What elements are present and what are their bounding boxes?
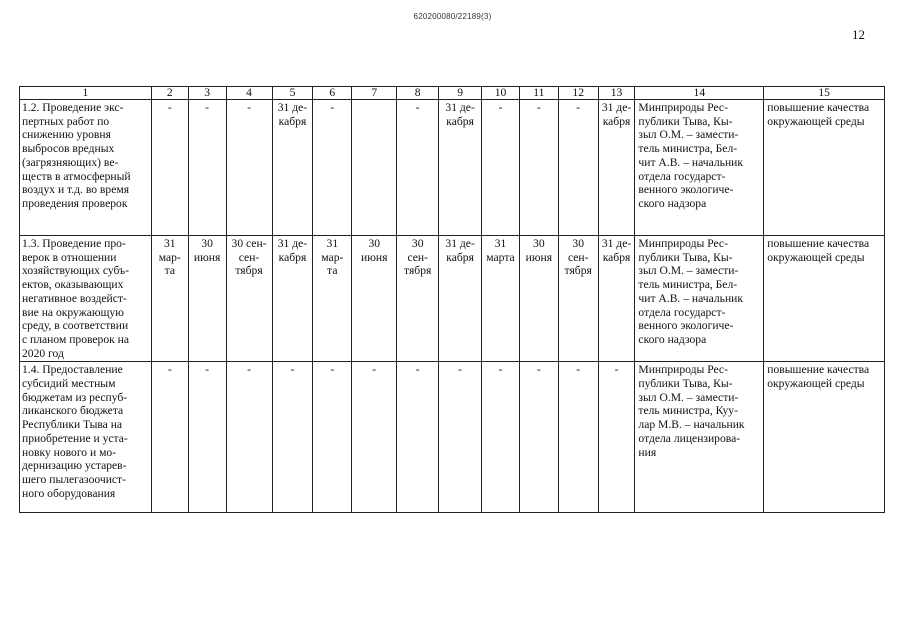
- plan-table: [19, 86, 885, 513]
- deadline-cell: 31 марта: [482, 236, 520, 362]
- responsible-cell: Минприроды Рес- публики Тыва, Кы- зыл О.М. – замести- тель министра, Бел- чит А.В. – начальник отдела государст- венного экологиче- ского надзора: [635, 100, 764, 236]
- deadline-cell: -: [226, 100, 272, 236]
- table-row: [20, 362, 885, 513]
- result-cell: повышение качества окружающей среды: [764, 236, 885, 362]
- deadline-cell: -: [397, 362, 439, 513]
- column-header: 8: [397, 87, 439, 100]
- deadline-cell: -: [519, 362, 558, 513]
- deadline-cell: 30 сен- тября: [397, 236, 439, 362]
- deadline-cell: 31 мар- та: [313, 236, 352, 362]
- deadline-cell: -: [151, 362, 188, 513]
- deadline-cell: -: [482, 362, 520, 513]
- responsible-cell: Минприроды Рес- публики Тыва, Кы- зыл О.М. – замести- тель министра, Бел- чит А.В. – начальник отдела государст- венного экологиче- ского надзора: [635, 236, 764, 362]
- result-cell: повышение качества окружающей среды: [764, 100, 885, 236]
- measure-name: 1.3. Проведение про- верок в отношении хозяйствующих субъ- ектов, оказывающих негативное воздейст- вие на окружающую среду, в соответствии с планом проверок на 2020 год: [20, 236, 152, 362]
- column-header: 10: [482, 87, 520, 100]
- deadline-cell: 31 де- кабря: [272, 236, 313, 362]
- deadline-cell: -: [439, 362, 482, 513]
- deadline-cell: -: [188, 362, 226, 513]
- deadline-cell: 31 де- кабря: [439, 236, 482, 362]
- measure-name: 1.4. Предоставление субсидий местным бюджетам из респуб- ликанского бюджета Республики Тыва на приобретение и уста- новку нового и мо- дернизацию устарев- шего пылегазоочист- ного оборудования: [20, 362, 152, 513]
- column-header: 3: [188, 87, 226, 100]
- deadline-cell: 31 де- кабря: [439, 100, 482, 236]
- deadline-cell: 31 де- кабря: [598, 236, 635, 362]
- deadline-cell: 30 сен- сен- тября: [226, 236, 272, 362]
- deadline-cell: -: [598, 362, 635, 513]
- deadline-cell: 30 июня: [188, 236, 226, 362]
- deadline-cell: -: [151, 100, 188, 236]
- deadline-cell: -: [226, 362, 272, 513]
- deadline-cell: -: [482, 100, 520, 236]
- column-header: 13: [598, 87, 635, 100]
- column-header: 12: [558, 87, 598, 100]
- column-header: 6: [313, 87, 352, 100]
- table-row: [20, 100, 885, 236]
- deadline-cell: 31 де- кабря: [598, 100, 635, 236]
- deadline-cell: 31 мар- та: [151, 236, 188, 362]
- deadline-cell: -: [558, 362, 598, 513]
- table-header-row: [20, 87, 885, 100]
- responsible-cell: Минприроды Рес- публики Тыва, Кы- зыл О.М. – замести- тель министра, Куу- лар М.В. – начальник отдела лицензирова- ния: [635, 362, 764, 513]
- deadline-cell: -: [397, 100, 439, 236]
- column-header: 4: [226, 87, 272, 100]
- deadline-cell: -: [188, 100, 226, 236]
- deadline-cell: 30 сен- тября: [558, 236, 598, 362]
- column-header: 5: [272, 87, 313, 100]
- deadline-cell: 30 июня: [352, 236, 397, 362]
- column-header: 14: [635, 87, 764, 100]
- measure-name: 1.2. Проведение экс- пертных работ по снижению уровня выбросов вредных (загрязняющих) ве- ществ в атмосферный воздух и т.д. во время проведения проверок: [20, 100, 152, 236]
- table-row: [20, 236, 885, 362]
- page-number: 12: [852, 27, 865, 42]
- deadline-cell: -: [352, 362, 397, 513]
- document-id: 620200080/22189(3): [413, 12, 492, 21]
- deadline-cell: 31 де- кабря: [272, 100, 313, 236]
- column-header: 1: [20, 87, 152, 100]
- deadline-cell: -: [313, 362, 352, 513]
- column-header: 2: [151, 87, 188, 100]
- column-header: 11: [519, 87, 558, 100]
- deadline-cell: 30 июня: [519, 236, 558, 362]
- deadline-cell: -: [558, 100, 598, 236]
- deadline-cell: -: [272, 362, 313, 513]
- column-header: 15: [764, 87, 885, 100]
- deadline-cell: [352, 100, 397, 236]
- deadline-cell: -: [313, 100, 352, 236]
- deadline-cell: -: [519, 100, 558, 236]
- column-header: 7: [352, 87, 397, 100]
- column-header: 9: [439, 87, 482, 100]
- result-cell: повышение качества окружающей среды: [764, 362, 885, 513]
